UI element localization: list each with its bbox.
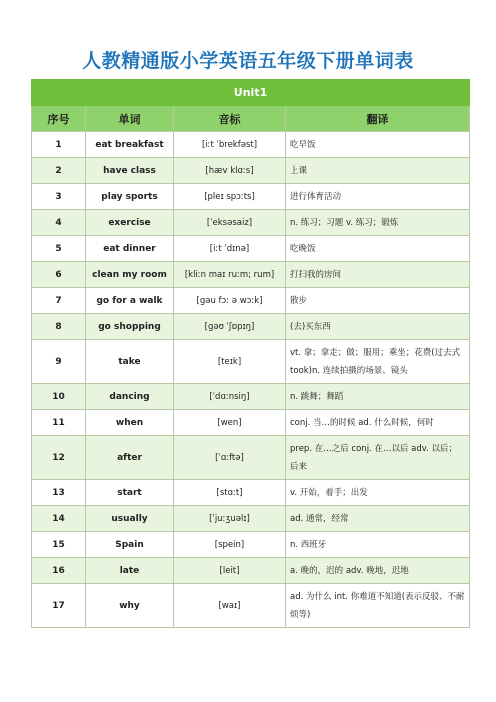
table-row — [32, 184, 470, 210]
row-translation: ad. 为什么 int. 你难道不知道(表示反驳、不耐烦等) — [286, 584, 470, 628]
page-title: 人教精通版小学英语五年级下册单词表 — [82, 50, 414, 72]
row-translation: 吃早饭 — [286, 132, 470, 158]
row-translation: 上课 — [286, 158, 470, 184]
row-number: 1 — [32, 132, 86, 158]
row-word: exercise — [86, 210, 174, 236]
column-header-row — [32, 106, 470, 132]
unit-title: Unit1 — [32, 80, 470, 106]
row-word: when — [86, 410, 174, 436]
table-row — [32, 132, 470, 158]
row-phonetic: [gəʊ ˈʃɒpɪŋ] — [174, 314, 286, 340]
row-word: clean my room — [86, 262, 174, 288]
row-phonetic: [ˈdɑːnsiŋ] — [174, 384, 286, 410]
row-word: after — [86, 436, 174, 480]
row-number: 16 — [32, 558, 86, 584]
row-translation: n. 跳舞；舞蹈 — [286, 384, 470, 410]
row-number: 5 — [32, 236, 86, 262]
row-translation: prep. 在…之后 conj. 在…以后 adv. 以后；后来 — [286, 436, 470, 480]
table-row — [32, 384, 470, 410]
row-phonetic: [stɑːt] — [174, 480, 286, 506]
row-word: play sports — [86, 184, 174, 210]
row-number: 6 — [32, 262, 86, 288]
row-word: have class — [86, 158, 174, 184]
row-number: 12 — [32, 436, 86, 480]
unit-header-row — [32, 80, 470, 106]
row-translation: 散步 — [286, 288, 470, 314]
row-word: eat breakfast — [86, 132, 174, 158]
table-row — [32, 314, 470, 340]
row-phonetic: [ˈɑːftə] — [174, 436, 286, 480]
column-header-word: 单词 — [86, 106, 174, 132]
row-number: 2 — [32, 158, 86, 184]
row-number: 8 — [32, 314, 86, 340]
table-row — [32, 480, 470, 506]
row-word: usually — [86, 506, 174, 532]
row-phonetic: [iːt ˈdɪnə] — [174, 236, 286, 262]
row-number: 7 — [32, 288, 86, 314]
table-row — [32, 532, 470, 558]
row-phonetic: [waɪ] — [174, 584, 286, 628]
table-row — [32, 210, 470, 236]
row-translation: (去)买东西 — [286, 314, 470, 340]
row-translation: 进行体育活动 — [286, 184, 470, 210]
row-translation: ad. 通常，经常 — [286, 506, 470, 532]
row-phonetic: [iːt ˈbrekfəst] — [174, 132, 286, 158]
column-header-ipa: 音标 — [174, 106, 286, 132]
row-number: 17 — [32, 584, 86, 628]
row-translation: n. 练习；习题 v. 练习；锻炼 — [286, 210, 470, 236]
row-phonetic: [ˈeksəsaiz] — [174, 210, 286, 236]
row-phonetic: [leit] — [174, 558, 286, 584]
row-translation: conj. 当…的时候 ad. 什么时候，何时 — [286, 410, 470, 436]
table-row — [32, 436, 470, 480]
table-row — [32, 236, 470, 262]
row-word: take — [86, 340, 174, 384]
row-word: dancing — [86, 384, 174, 410]
row-word: late — [86, 558, 174, 584]
row-translation: a. 晚的，迟的 adv. 晚地，迟地 — [286, 558, 470, 584]
row-word: eat dinner — [86, 236, 174, 262]
row-translation: vt. 拿；拿走；做；服用；乘坐；花费(过去式 took)n. 连续拍摄的场景、镜头 — [286, 340, 470, 384]
row-phonetic: [gəu fɔː ə wɔːk] — [174, 288, 286, 314]
row-phonetic: [ˈjuːʒuəlɪ] — [174, 506, 286, 532]
row-phonetic: [wen] — [174, 410, 286, 436]
row-word: go for a walk — [86, 288, 174, 314]
column-header-no: 序号 — [32, 106, 86, 132]
column-header-translation: 翻译 — [286, 106, 470, 132]
row-number: 9 — [32, 340, 86, 384]
row-phonetic: [kliːn maɪ ruːm; rum] — [174, 262, 286, 288]
row-number: 13 — [32, 480, 86, 506]
row-word: why — [86, 584, 174, 628]
table-row — [32, 558, 470, 584]
table-row — [32, 158, 470, 184]
table-row — [32, 288, 470, 314]
row-number: 10 — [32, 384, 86, 410]
row-word: go shopping — [86, 314, 174, 340]
row-number: 15 — [32, 532, 86, 558]
row-translation: 吃晚饭 — [286, 236, 470, 262]
table-row — [32, 584, 470, 628]
row-number: 11 — [32, 410, 86, 436]
row-translation: 打扫我的房间 — [286, 262, 470, 288]
table-row — [32, 506, 470, 532]
row-number: 4 — [32, 210, 86, 236]
row-number: 3 — [32, 184, 86, 210]
row-phonetic: [teɪk] — [174, 340, 286, 384]
table-row — [32, 340, 470, 384]
vocabulary-table — [31, 79, 470, 628]
row-phonetic: [spein] — [174, 532, 286, 558]
row-translation: n. 西班牙 — [286, 532, 470, 558]
row-number: 14 — [32, 506, 86, 532]
row-phonetic: [hæv klɑːs] — [174, 158, 286, 184]
row-phonetic: [pleɪ spɔːts] — [174, 184, 286, 210]
row-translation: v. 开始，着手；出发 — [286, 480, 470, 506]
row-word: Spain — [86, 532, 174, 558]
row-word: start — [86, 480, 174, 506]
table-row — [32, 410, 470, 436]
table-row — [32, 262, 470, 288]
